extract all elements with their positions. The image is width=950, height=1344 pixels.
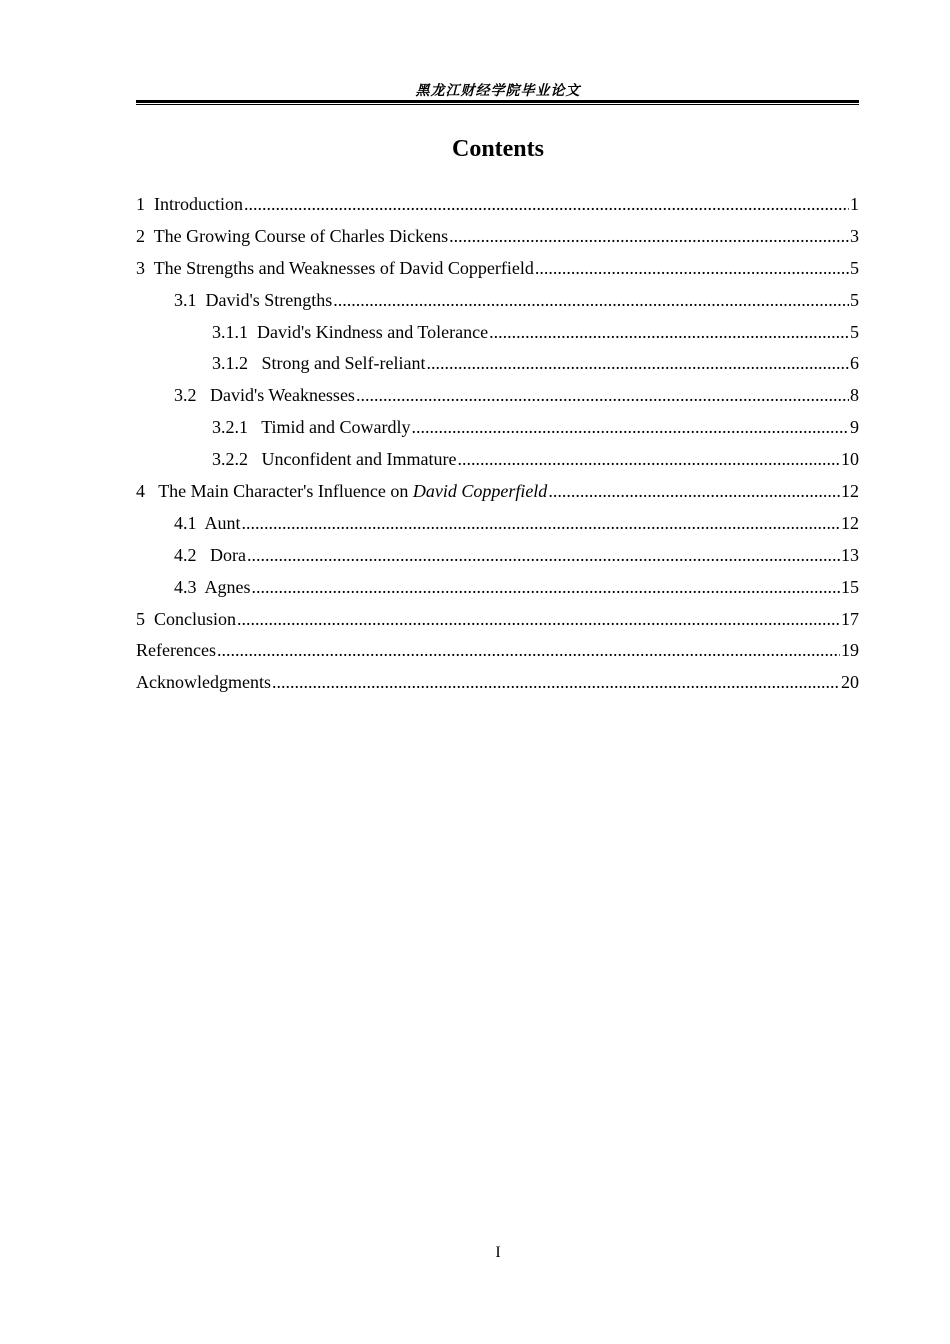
toc-entry-label: The Strengths and Weaknesses of David Copperfield	[153, 257, 534, 278]
toc-entry-page: 3	[850, 225, 859, 246]
page-number: I	[495, 1244, 501, 1261]
toc-leader-dots	[449, 226, 849, 247]
toc-entry-page: 17	[841, 608, 859, 629]
toc-leader-dots	[457, 449, 840, 470]
toc-leader-dots	[548, 481, 840, 502]
toc-entry-label: Unconfident and Immature	[261, 449, 457, 470]
toc-entry[interactable]	[136, 258, 859, 290]
toc-leader-dots	[412, 417, 849, 438]
toc-entry[interactable]	[136, 226, 859, 258]
toc-entry-number: 2	[136, 225, 154, 246]
toc-entry-page: 19	[841, 640, 859, 661]
toc-entry[interactable]	[136, 322, 859, 354]
toc-entry-title	[136, 194, 243, 215]
toc-entry-title	[212, 417, 411, 438]
toc-entry-page: 5	[850, 321, 859, 342]
toc-entry-page: 12	[841, 481, 859, 502]
toc-entry-page: 6	[850, 353, 859, 374]
toc-entry-label: David's Strengths	[205, 289, 333, 310]
toc-leader-dots	[272, 672, 840, 693]
running-header: 黑龙江财经学院毕业论文	[415, 83, 581, 99]
toc-leader-dots	[217, 640, 840, 661]
toc-entry-page: 9	[850, 417, 859, 438]
toc-entry-number: 3.2.2	[212, 449, 262, 470]
toc-entry-label: Agnes	[204, 576, 251, 597]
toc-leader-dots	[242, 513, 840, 534]
toc-entry-title	[174, 290, 332, 311]
toc-entry-label: Strong and Self-reliant	[261, 353, 426, 374]
toc-entry-number: 3	[136, 257, 154, 278]
toc-leader-dots	[535, 258, 849, 279]
header-rule-thick	[136, 100, 859, 103]
toc-entry-label: Conclusion	[154, 608, 237, 629]
toc-entry-label: The Main Character's Influence on	[158, 481, 413, 502]
table-of-contents	[136, 194, 859, 704]
toc-entry[interactable]	[136, 353, 859, 385]
toc-leader-dots	[356, 385, 849, 406]
toc-entry[interactable]	[136, 545, 859, 577]
toc-entry-number: 3.2	[174, 385, 210, 406]
toc-entry-number: 3.1.1	[212, 321, 257, 342]
toc-entry-label: Acknowledgments	[136, 672, 271, 693]
toc-leader-dots	[426, 353, 849, 374]
toc-entry[interactable]	[136, 609, 859, 641]
toc-entry-title	[136, 609, 236, 630]
toc-entry-title	[136, 672, 271, 693]
toc-entry-title	[212, 353, 425, 374]
toc-entry-page: 1	[850, 194, 859, 214]
toc-entry-label: The Growing Course of Charles Dickens	[153, 225, 449, 246]
toc-entry[interactable]	[136, 385, 859, 417]
toc-entry-page: 5	[850, 289, 859, 310]
toc-entry-number: 4.3	[174, 576, 205, 597]
toc-entry-number: 4.2	[174, 544, 210, 565]
toc-entry-label: David's Weaknesses	[210, 385, 355, 406]
toc-entry-title	[212, 449, 456, 470]
toc-leader-dots	[247, 545, 840, 566]
toc-entry[interactable]	[136, 449, 859, 481]
toc-entry-title	[174, 577, 251, 598]
toc-entry-page: 10	[841, 449, 859, 470]
toc-entry-title	[174, 513, 241, 534]
toc-leader-dots	[489, 322, 849, 343]
toc-entry[interactable]	[136, 290, 859, 322]
toc-entry[interactable]	[136, 194, 859, 226]
toc-entry[interactable]	[136, 481, 859, 513]
toc-entry-page: 13	[841, 544, 859, 565]
toc-entry[interactable]	[136, 577, 859, 609]
page-title: Contents	[451, 136, 544, 162]
toc-entry-number: 3.1.2	[212, 353, 262, 374]
toc-entry-label: References	[136, 640, 216, 661]
toc-entry[interactable]	[136, 672, 859, 704]
toc-entry-number: 3.2.1	[212, 417, 262, 438]
toc-entry-title	[136, 481, 547, 502]
toc-entry[interactable]	[136, 417, 859, 449]
toc-entry-number: 4.1	[174, 512, 205, 533]
toc-entry-number: 1	[136, 194, 154, 214]
toc-entry-number: 3.1	[174, 289, 206, 310]
toc-entry-label-italic: David Copperfield	[412, 481, 548, 502]
toc-entry-label: Introduction	[154, 194, 243, 214]
header-rule-thin	[136, 104, 859, 105]
toc-entry-title	[174, 545, 246, 566]
toc-entry-page: 8	[850, 385, 859, 406]
toc-entry-page: 15	[841, 576, 859, 597]
toc-entry[interactable]	[136, 513, 859, 545]
toc-leader-dots	[237, 609, 840, 630]
toc-entry-title	[212, 322, 488, 343]
toc-entry-label: Timid and Cowardly	[261, 417, 411, 438]
toc-entry-number: 5	[136, 608, 154, 629]
toc-leader-dots	[244, 194, 849, 215]
toc-entry-label: David's Kindness and Tolerance	[257, 321, 489, 342]
toc-leader-dots	[333, 290, 849, 311]
toc-leader-dots	[252, 577, 840, 598]
toc-entry-number: 4	[136, 481, 159, 502]
toc-entry-label: Dora	[210, 544, 246, 565]
toc-entry-title	[174, 385, 355, 406]
toc-entry-page: 12	[841, 512, 859, 533]
toc-entry-title	[136, 226, 448, 247]
toc-entry-page: 20	[841, 672, 859, 693]
toc-entry-title	[136, 640, 216, 661]
toc-entry[interactable]	[136, 640, 859, 672]
toc-entry-page: 5	[850, 257, 859, 278]
toc-entry-label: Aunt	[204, 512, 241, 533]
toc-entry-title	[136, 258, 534, 279]
